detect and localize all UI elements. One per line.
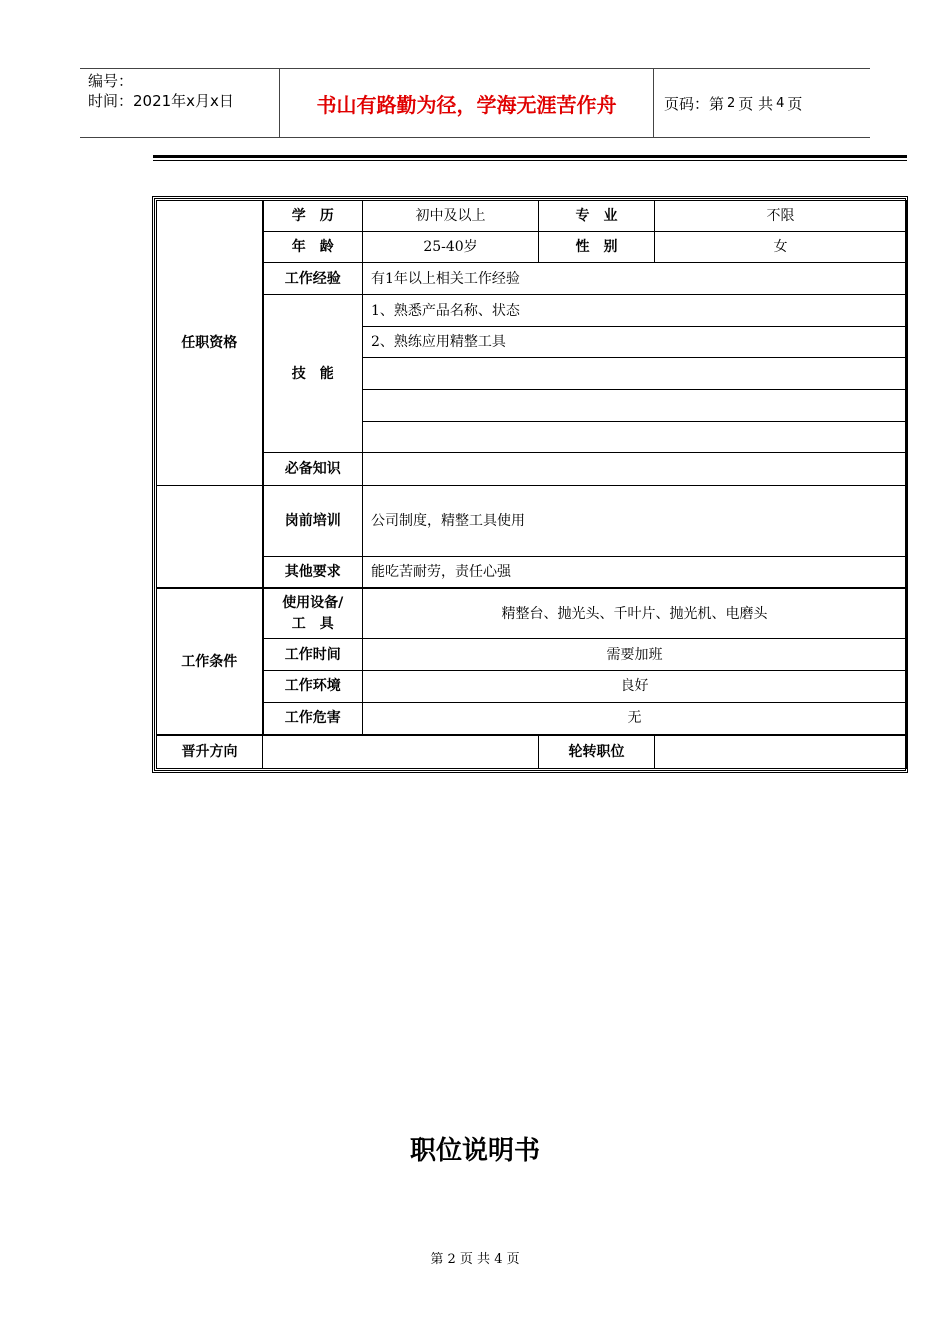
skills-label: 技 能 (263, 295, 363, 453)
job-table-frame (152, 196, 908, 773)
promotion-value (263, 735, 539, 768)
knowledge-value (363, 453, 907, 486)
education-value: 初中及以上 (363, 201, 539, 232)
worktime-label: 工作时间 (263, 639, 363, 671)
skill-item: 2、熟练应用精整工具 (363, 326, 907, 357)
hazard-label: 工作危害 (263, 702, 363, 735)
conditions-section-label: 工作条件 (157, 588, 263, 735)
knowledge-label: 必备知识 (263, 453, 363, 486)
equipment-label (263, 588, 363, 638)
environment-label: 工作环境 (263, 671, 363, 702)
skill-item: 1、熟悉产品名称、状态 (363, 295, 907, 326)
other-requirements-value: 能吃苦耐劳，责任心强 (363, 556, 907, 588)
rotation-label: 轮转职位 (539, 735, 655, 768)
worktime-value: 需要加班 (363, 639, 907, 671)
age-label: 年 龄 (263, 232, 363, 263)
gender-value: 女 (655, 232, 907, 263)
age-value: 25-40岁 (363, 232, 539, 263)
training-label: 岗前培训 (263, 486, 363, 556)
major-label: 专 业 (539, 201, 655, 232)
header-info-cell (80, 69, 280, 137)
skill-item (363, 357, 907, 389)
equipment-value: 精整台、抛光头、千叶片、抛光机、电磨头 (363, 588, 907, 638)
training-value: 公司制度，精整工具使用 (363, 486, 907, 556)
equipment-label-line2: 工 具 (291, 615, 334, 632)
qualification-section-continued (157, 486, 263, 589)
document-title: 职位说明书 (409, 1136, 540, 1166)
other-requirements-label: 其他要求 (263, 556, 363, 588)
header-motto: 书山有路勤为径，学海无涯苦作舟 (280, 69, 654, 137)
education-label: 学 历 (263, 201, 363, 232)
header-number-label: 编号： (88, 72, 134, 90)
skill-item (363, 389, 907, 421)
header-time-label: 时间：2021年x月x日 (88, 92, 234, 110)
header-page-info (654, 69, 870, 137)
experience-label: 工作经验 (263, 263, 363, 295)
major-value: 不限 (655, 201, 907, 232)
page-current: 2 (727, 95, 736, 111)
environment-value: 良好 (363, 671, 907, 702)
header-divider (153, 155, 907, 161)
rotation-value (655, 735, 907, 768)
experience-value: 有1年以上相关工作经验 (363, 263, 907, 295)
qualification-section-label: 任职资格 (157, 201, 263, 486)
page-prefix: 页码：第 (664, 94, 725, 113)
skill-item (363, 422, 907, 453)
equipment-label-line1: 使用设备/ (282, 594, 344, 611)
page-footer: 第 2 页 共 4 页 (430, 1252, 520, 1267)
page-suffix: 页 (787, 94, 803, 113)
gender-label: 性 别 (539, 232, 655, 263)
page-total: 4 (776, 95, 785, 111)
page-header (80, 68, 870, 138)
promotion-label: 晋升方向 (157, 735, 263, 768)
page-middle: 页 共 (738, 94, 774, 113)
job-description-table (156, 200, 907, 769)
hazard-value: 无 (363, 702, 907, 735)
